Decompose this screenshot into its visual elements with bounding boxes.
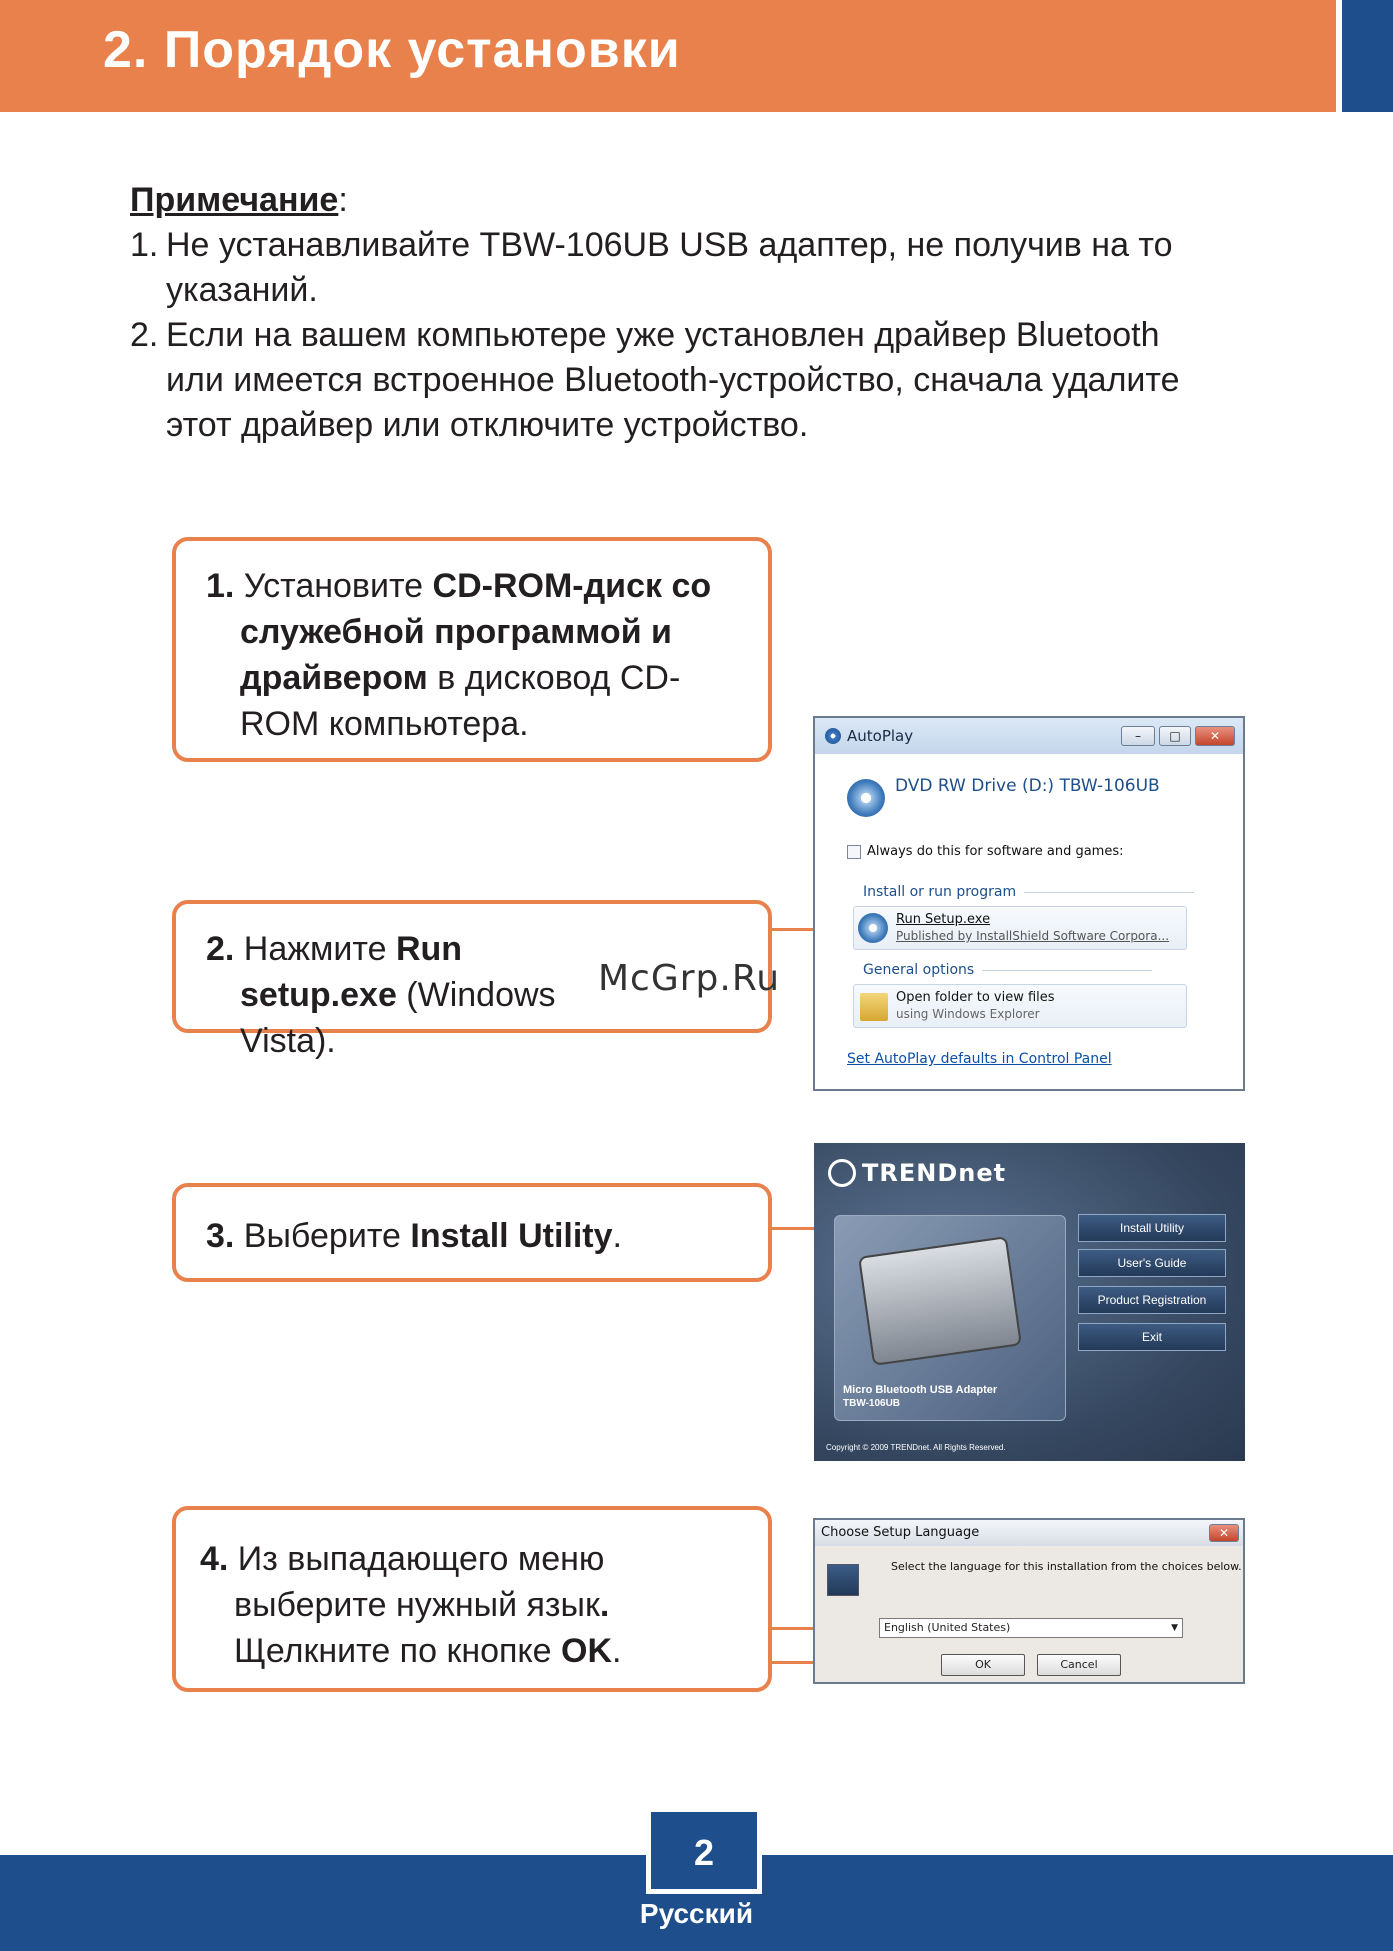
- run-setup-title: Run Setup.exe: [896, 912, 991, 927]
- exit-button[interactable]: Exit: [1078, 1323, 1226, 1351]
- install-section-label: Install or run program: [863, 884, 1017, 900]
- product-panel: [834, 1215, 1066, 1421]
- open-folder-title: Open folder to view files: [896, 990, 1055, 1005]
- install-section-heading: [863, 884, 1194, 900]
- cancel-button[interactable]: Cancel: [1037, 1654, 1121, 1676]
- folder-icon: [860, 993, 888, 1021]
- users-guide-button[interactable]: User's Guide: [1078, 1249, 1226, 1277]
- open-folder-subtitle: using Windows Explorer: [896, 1007, 1040, 1021]
- step-emphasis: Run setup.exe: [240, 930, 463, 1014]
- step-number: 4.: [200, 1540, 229, 1578]
- step-number: 1.: [206, 567, 235, 605]
- dropdown-arrow-icon: ▼: [1171, 1623, 1178, 1633]
- language-prompt: Select the language for this installation from the choices below.: [891, 1560, 1242, 1573]
- autoplay-body: [815, 754, 1243, 1089]
- always-checkbox[interactable]: [847, 845, 861, 859]
- note-block: [130, 178, 1250, 448]
- dvd-drive-icon: [847, 779, 885, 817]
- step-text: .: [612, 1632, 622, 1670]
- trendnet-logo: TRENDnet: [862, 1159, 1007, 1187]
- general-section-heading: [863, 962, 1152, 978]
- step-text: Нажмите: [234, 930, 396, 968]
- close-button[interactable]: ✕: [1195, 726, 1235, 746]
- page-title: 2. Порядок установки: [103, 21, 681, 79]
- product-name: Micro Bluetooth USB Adapter: [843, 1384, 998, 1396]
- ok-button[interactable]: OK: [941, 1654, 1025, 1676]
- trendnet-launcher: [814, 1143, 1245, 1461]
- autoplay-title: AutoPlay: [847, 727, 914, 745]
- step-number: 2.: [206, 930, 235, 968]
- step-1-box: [172, 537, 772, 762]
- note-item: [130, 313, 1250, 448]
- step-emphasis: OK: [561, 1632, 613, 1670]
- note-item-text: Если на вашем компьютере уже установлен драйвер Bluetooth или имеется встроенное Bluetooth-устройство, сначала удалите этот драйвер или отключите устройство.: [166, 316, 1180, 444]
- language-dialog-title: Choose Setup Language: [821, 1525, 980, 1540]
- step-emphasis: .: [599, 1586, 610, 1624]
- step-text: Щелкните по кнопке: [234, 1632, 562, 1670]
- minimize-button[interactable]: –: [1121, 726, 1155, 746]
- note-item: [130, 223, 1250, 313]
- drive-label: DVD RW Drive (D:) TBW-106UB: [895, 776, 1160, 796]
- note-item-number: 2.: [130, 316, 159, 354]
- product-model: TBW-106UB: [843, 1398, 901, 1409]
- setup-computer-icon: [827, 1564, 859, 1596]
- note-colon: :: [338, 181, 348, 219]
- step-text: Выберите: [234, 1217, 411, 1255]
- header-bar: [0, 0, 1336, 112]
- step-4-box: [172, 1506, 772, 1692]
- step-text: Установите: [234, 567, 433, 605]
- step-emphasis: Install Utility: [410, 1217, 613, 1255]
- page-number: 2: [646, 1812, 762, 1894]
- note-heading: Примечание: [130, 181, 339, 219]
- autoplay-defaults-link[interactable]: Set AutoPlay defaults in Control Panel: [847, 1051, 1112, 1067]
- note-item-text: Не устанавливайте TBW-106UB USB адаптер, не получив на то указаний.: [166, 226, 1173, 309]
- language-select[interactable]: [879, 1618, 1183, 1638]
- run-setup-option[interactable]: [853, 906, 1187, 950]
- copyright: Copyright © 2009 TRENDnet. All Rights Reserved.: [826, 1443, 1006, 1452]
- usb-adapter-image: [858, 1236, 1022, 1366]
- step-number: 3.: [206, 1217, 235, 1255]
- step-3-box: [172, 1183, 772, 1282]
- language-titlebar: [815, 1520, 1243, 1546]
- general-section-label: General options: [863, 962, 975, 978]
- header-accent: [1342, 0, 1393, 112]
- footer-language: Русский: [639, 1898, 754, 1929]
- language-selected-value: English (United States): [884, 1621, 1011, 1634]
- trendnet-logo-icon: [828, 1159, 856, 1187]
- step-emphasis: CD-ROM-диск со служебной программой и драйвером: [240, 567, 712, 697]
- setup-icon: [858, 913, 888, 943]
- language-close-button[interactable]: ✕: [1209, 1524, 1239, 1542]
- run-setup-subtitle: Published by InstallShield Software Corpora...: [896, 929, 1170, 943]
- step-text: .: [612, 1217, 622, 1255]
- open-folder-option[interactable]: [853, 984, 1187, 1028]
- step-text: (Windows Vista).: [240, 976, 556, 1060]
- install-utility-button[interactable]: Install Utility: [1078, 1214, 1226, 1242]
- always-label: Always do this for software and games:: [867, 844, 1124, 859]
- step-text: в дисковод CD-ROM компьютера.: [240, 659, 681, 743]
- note-heading-line: [130, 178, 1250, 223]
- product-registration-button[interactable]: Product Registration: [1078, 1286, 1226, 1314]
- language-dialog: [813, 1518, 1245, 1684]
- autoplay-icon: [825, 728, 841, 744]
- autoplay-window: [813, 716, 1245, 1091]
- note-item-number: 1.: [130, 226, 159, 264]
- watermark: McGrp.Ru: [598, 958, 781, 999]
- maximize-button[interactable]: □: [1159, 726, 1191, 746]
- step-text: Из выпадающего меню выберите нужный язык: [228, 1540, 605, 1624]
